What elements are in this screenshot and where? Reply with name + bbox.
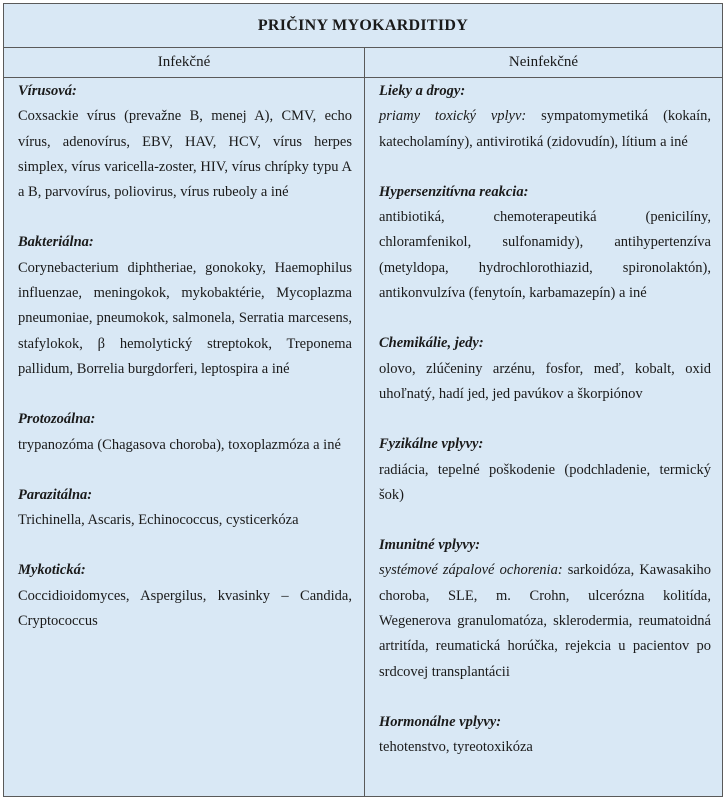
table-title: PRIČINY MYOKARDITIDY <box>4 4 722 48</box>
section-bacterial <box>18 230 352 382</box>
section-text: olovo, zlúčeniny arzénu, fosfor, meď, kobalt, oxid uhoľnatý, hadí jed, jed pavúkov a škorpiónov <box>379 360 711 402</box>
myocarditis-causes-table <box>3 3 723 797</box>
section-drugs <box>379 79 711 155</box>
header-noninfectious: Neinfekčné <box>508 54 579 70</box>
section-title: Lieky a drogy: <box>379 83 466 99</box>
section-title: Fyzikálne vplyvy: <box>379 436 484 453</box>
section-text: antibiotiká, chemoterapeutiká (penicilíny, chloramfenikol, sulfonamidy), antihypertenzíva (metyldopa, hydrochlorothiazid, spironolaktón), antikonvulzíva (fenytoín, karbamazepín) a iné <box>379 209 711 302</box>
table-body <box>4 78 722 796</box>
header-infectious: Infekčné <box>4 48 365 77</box>
section-title: Imunitné vplyvy: <box>379 537 481 554</box>
section-text: Coxsackie vírus (prevažne B, menej A), CMV, echo vírus, adenovírus, EBV, HAV, HCV, vírus herpes simplex, vírus varicella-zoster, HIV, vírus chrípky typu A a B, parvovírus, poliovirus, vírus rubeoly a iné <box>18 108 352 201</box>
section-title: Protozoálna: <box>18 411 96 428</box>
section-physical <box>379 432 711 508</box>
section-title: Hypersenzitívna reakcia: <box>379 183 529 200</box>
section-viral <box>18 79 352 205</box>
section-text: tehotenstvo, tyreotoxikóza <box>379 739 533 756</box>
noninfectious-column <box>365 78 722 796</box>
section-body: sympatomymetiká (kokaín, katecholamíny), antivirotiká (zidovudín), lítium a iné <box>379 108 712 150</box>
section-title: Vírusová: <box>18 83 77 99</box>
section-hormonal <box>379 710 711 761</box>
column-headers <box>4 48 722 78</box>
section-text <box>379 104 711 155</box>
section-hypersensitivity <box>379 180 711 306</box>
section-text: Coccidioidomyces, Aspergilus, kvasinky – Candida, Cryptococcus <box>18 587 352 630</box>
section-text: Trichinella, Ascaris, Echinococcus, cysticerkóza <box>18 512 299 529</box>
section-chemicals <box>379 331 711 407</box>
section-parasitic <box>18 483 352 534</box>
section-mycotic <box>18 558 352 634</box>
section-text <box>379 558 711 684</box>
section-text: radiácia, tepelné poškodenie (podchladenie, termický šok) <box>379 461 711 503</box>
section-title: Hormonálne vplyvy: <box>379 713 502 730</box>
section-protozoal <box>18 407 352 458</box>
section-title: Bakteriálna: <box>18 234 94 251</box>
section-title: Chemikálie, jedy: <box>379 335 484 352</box>
section-body: sarkoidóza, Kawasakiho choroba, SLE, m. Crohn, ulcerózna kolitída, Wegenerova granulomatóza, sklerodermia, reumatoidná artritída, reumatická horúčka, rejekcia u pacientov po srdcovej transplantácii <box>379 562 712 680</box>
section-title: Parazitálna: <box>18 486 93 503</box>
infectious-column <box>4 78 365 796</box>
section-lead: systémové zápalové ochorenia: <box>379 562 563 579</box>
section-text: trypanozóma (Chagasova choroba), toxoplazmóza a iné <box>18 436 341 453</box>
section-text: Corynebacterium diphtheriae, gonokoky, Haemophilus influenzae, meningokok, mykobaktérie, Mycoplazma pneumoniae, pneumokok, salmonela, Serratia marcesens, stafylokok, β hemolytický streptokok, Treponema pallidum, Borrelia burgdorferi, leptospira a iné <box>18 259 352 377</box>
section-title: Mykotická: <box>18 562 86 579</box>
section-immune <box>379 533 711 685</box>
section-lead: priamy toxický vplyv: <box>379 108 527 125</box>
